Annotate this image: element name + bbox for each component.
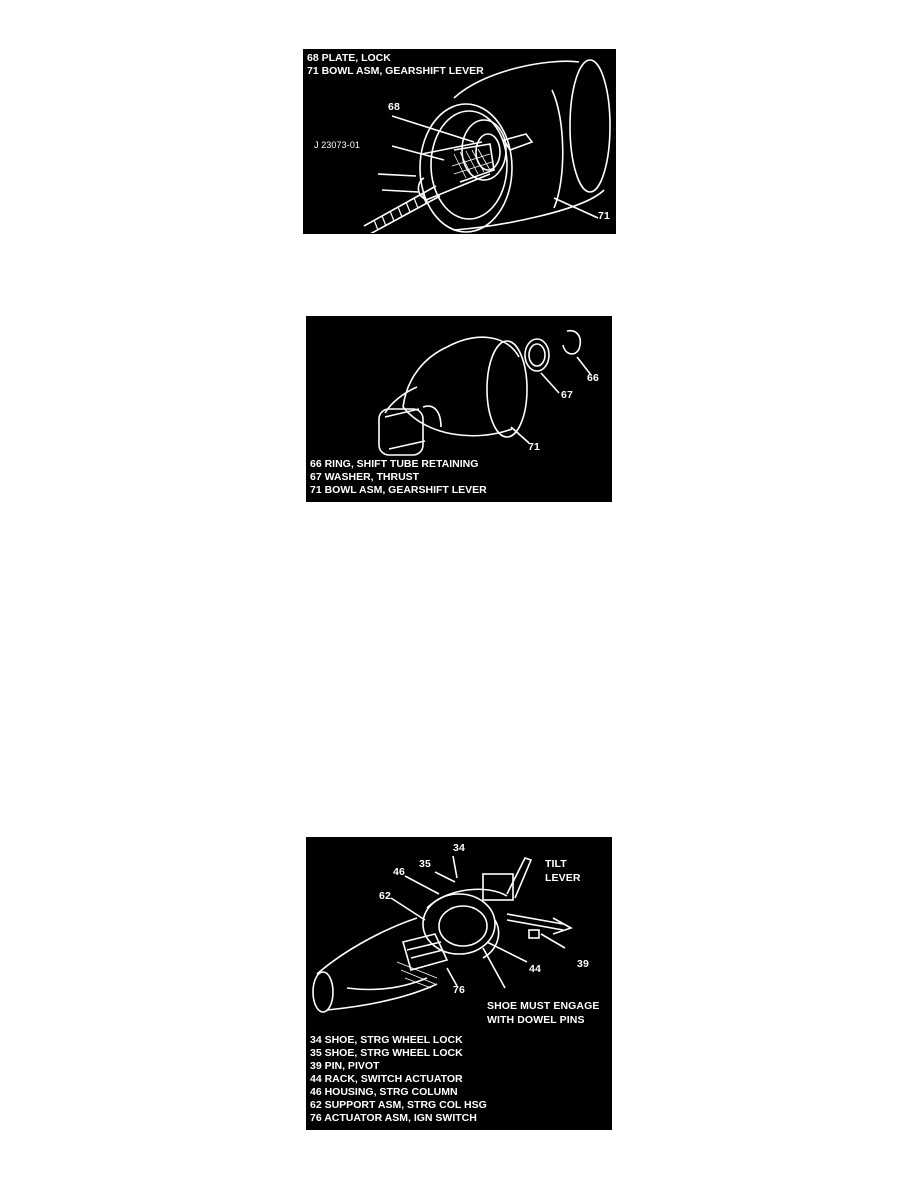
legend-item: 35 SHOE, STRG WHEEL LOCK <box>310 1047 463 1059</box>
legend-item: 39 PIN, PIVOT <box>310 1060 380 1072</box>
callout-71: 71 <box>598 210 610 222</box>
legend-item: 76 ACTUATOR ASM, IGN SWITCH <box>310 1112 477 1124</box>
callout-62: 62 <box>379 890 391 902</box>
legend-item: 44 RACK, SWITCH ACTUATOR <box>310 1073 463 1085</box>
callout-tool: J 23073-01 <box>314 140 361 150</box>
callout-35: 35 <box>419 858 431 870</box>
callout-34: 34 <box>453 842 465 854</box>
callout-66: 66 <box>587 372 599 384</box>
note-line1: SHOE MUST ENGAGE <box>487 1000 600 1012</box>
tilt-lever-label-line1: TILT <box>545 858 567 870</box>
legend-item: 34 SHOE, STRG WHEEL LOCK <box>310 1034 463 1046</box>
figure-legend <box>310 1034 487 1125</box>
figure-lock-plate-removal <box>303 49 616 234</box>
figure-legend <box>310 458 487 497</box>
legend-item: 67 WASHER, THRUST <box>310 471 420 483</box>
callout-44: 44 <box>529 963 541 975</box>
note-line2: WITH DOWEL PINS <box>487 1014 585 1026</box>
callout-76: 76 <box>453 984 465 996</box>
legend-item: 71 BOWL ASM, GEARSHIFT LEVER <box>307 65 484 77</box>
legend-item: 66 RING, SHIFT TUBE RETAINING <box>310 458 479 470</box>
figure-shift-tube-ring <box>306 316 612 502</box>
callout-39: 39 <box>577 958 589 970</box>
callout-71: 71 <box>528 441 540 453</box>
legend-item: 46 HOUSING, STRG COLUMN <box>310 1086 458 1098</box>
legend-item: 62 SUPPORT ASM, STRG COL HSG <box>310 1099 487 1111</box>
callout-68: 68 <box>388 101 400 113</box>
legend-item: 71 BOWL ASM, GEARSHIFT LEVER <box>310 484 487 496</box>
legend-item: 68 PLATE, LOCK <box>307 52 391 64</box>
callout-46: 46 <box>393 866 405 878</box>
tilt-lever-label-line2: LEVER <box>545 872 581 884</box>
figure-legend <box>307 52 484 78</box>
figure-steering-column-lock-shoes <box>306 837 612 1130</box>
callout-67: 67 <box>561 389 573 401</box>
